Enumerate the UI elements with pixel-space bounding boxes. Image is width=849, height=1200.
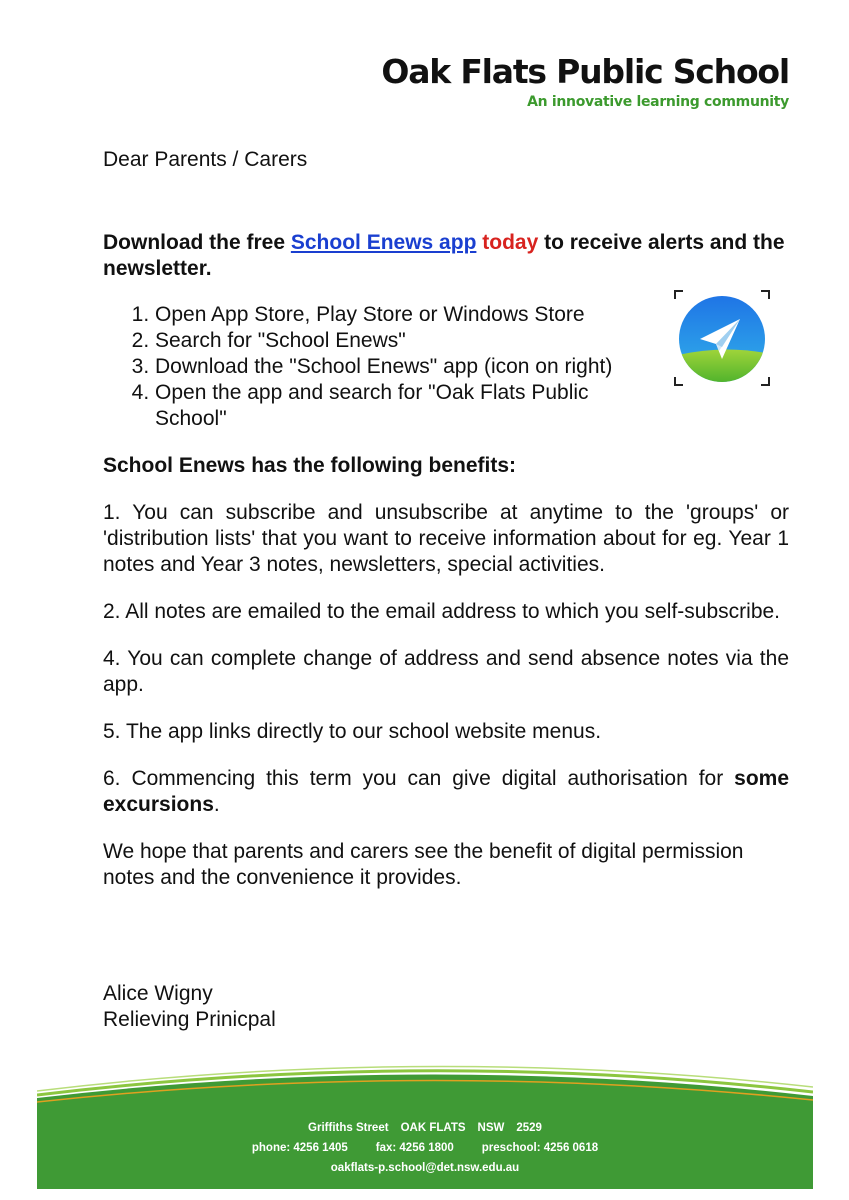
footer-phones xyxy=(37,1138,813,1158)
letter-body xyxy=(103,147,789,891)
benefit-item: 2. All notes are emailed to the email address to which you self-subscribe. xyxy=(103,600,781,623)
phone-number: phone: 4256 1405 xyxy=(251,1142,348,1154)
preschool-number: preschool: 4256 0618 xyxy=(481,1142,599,1154)
list-item: 2. Search for "School Enews" xyxy=(155,328,655,354)
greeting: Dear Parents / Carers xyxy=(103,148,308,171)
signature-block xyxy=(103,981,276,1033)
benefit-item: 6. Commencing this term you can give digital authorisation for some excursions. xyxy=(103,767,789,816)
benefits-heading: School Enews has the following benefits: xyxy=(103,454,517,477)
closing-paragraph: We hope that parents and carers see the benefit of digital permission notes and the convenience it provides. xyxy=(103,840,744,889)
steps-section xyxy=(103,302,789,432)
footer-contact xyxy=(37,1118,813,1178)
intro-text-end: to receive alerts and the newsletter. xyxy=(103,231,785,280)
school-tagline: An innovative learning community xyxy=(527,94,789,110)
signatory-name: Alice Wigny xyxy=(103,982,213,1005)
list-item: 3. Download the "School Enews" app (icon on right) xyxy=(155,354,655,380)
list-item: 1. Open App Store, Play Store or Windows Store xyxy=(155,302,655,328)
benefit-item: 1. You can subscribe and unsubscribe at anytime to the 'groups' or 'distribution lists' that you want to receive information about for eg. Year 1 notes and Year 3 notes, newsletters, special activities. xyxy=(103,501,789,576)
list-item: 4. Open the app and search for "Oak Flats Public School" xyxy=(155,380,655,432)
footer-email[interactable]: oakflats-p.school@det.nsw.edu.au xyxy=(330,1162,520,1174)
letterhead xyxy=(381,52,789,110)
school-enews-app-link[interactable]: School Enews app xyxy=(290,231,477,254)
benefit-item: 5. The app links directly to our school website menus. xyxy=(103,720,602,743)
signatory-title: Relieving Prinicpal xyxy=(103,1008,276,1031)
today-highlight: today xyxy=(482,231,539,254)
paper-plane-icon xyxy=(678,295,766,383)
school-name: Oak Flats Public School xyxy=(381,52,789,91)
steps-list xyxy=(103,302,655,432)
intro-text: Download the free xyxy=(103,231,291,254)
some-excursions-emphasis: some excursions xyxy=(103,767,789,816)
footer-address: Griffiths Street OAK FLATS NSW 2529 xyxy=(308,1122,542,1134)
intro-paragraph xyxy=(103,230,789,282)
benefit-item: 4. You can complete change of address and send absence notes via the app. xyxy=(103,647,789,696)
footer xyxy=(37,1058,813,1189)
fax-number: fax: 4256 1800 xyxy=(375,1142,454,1154)
app-icon-frame xyxy=(674,290,770,386)
